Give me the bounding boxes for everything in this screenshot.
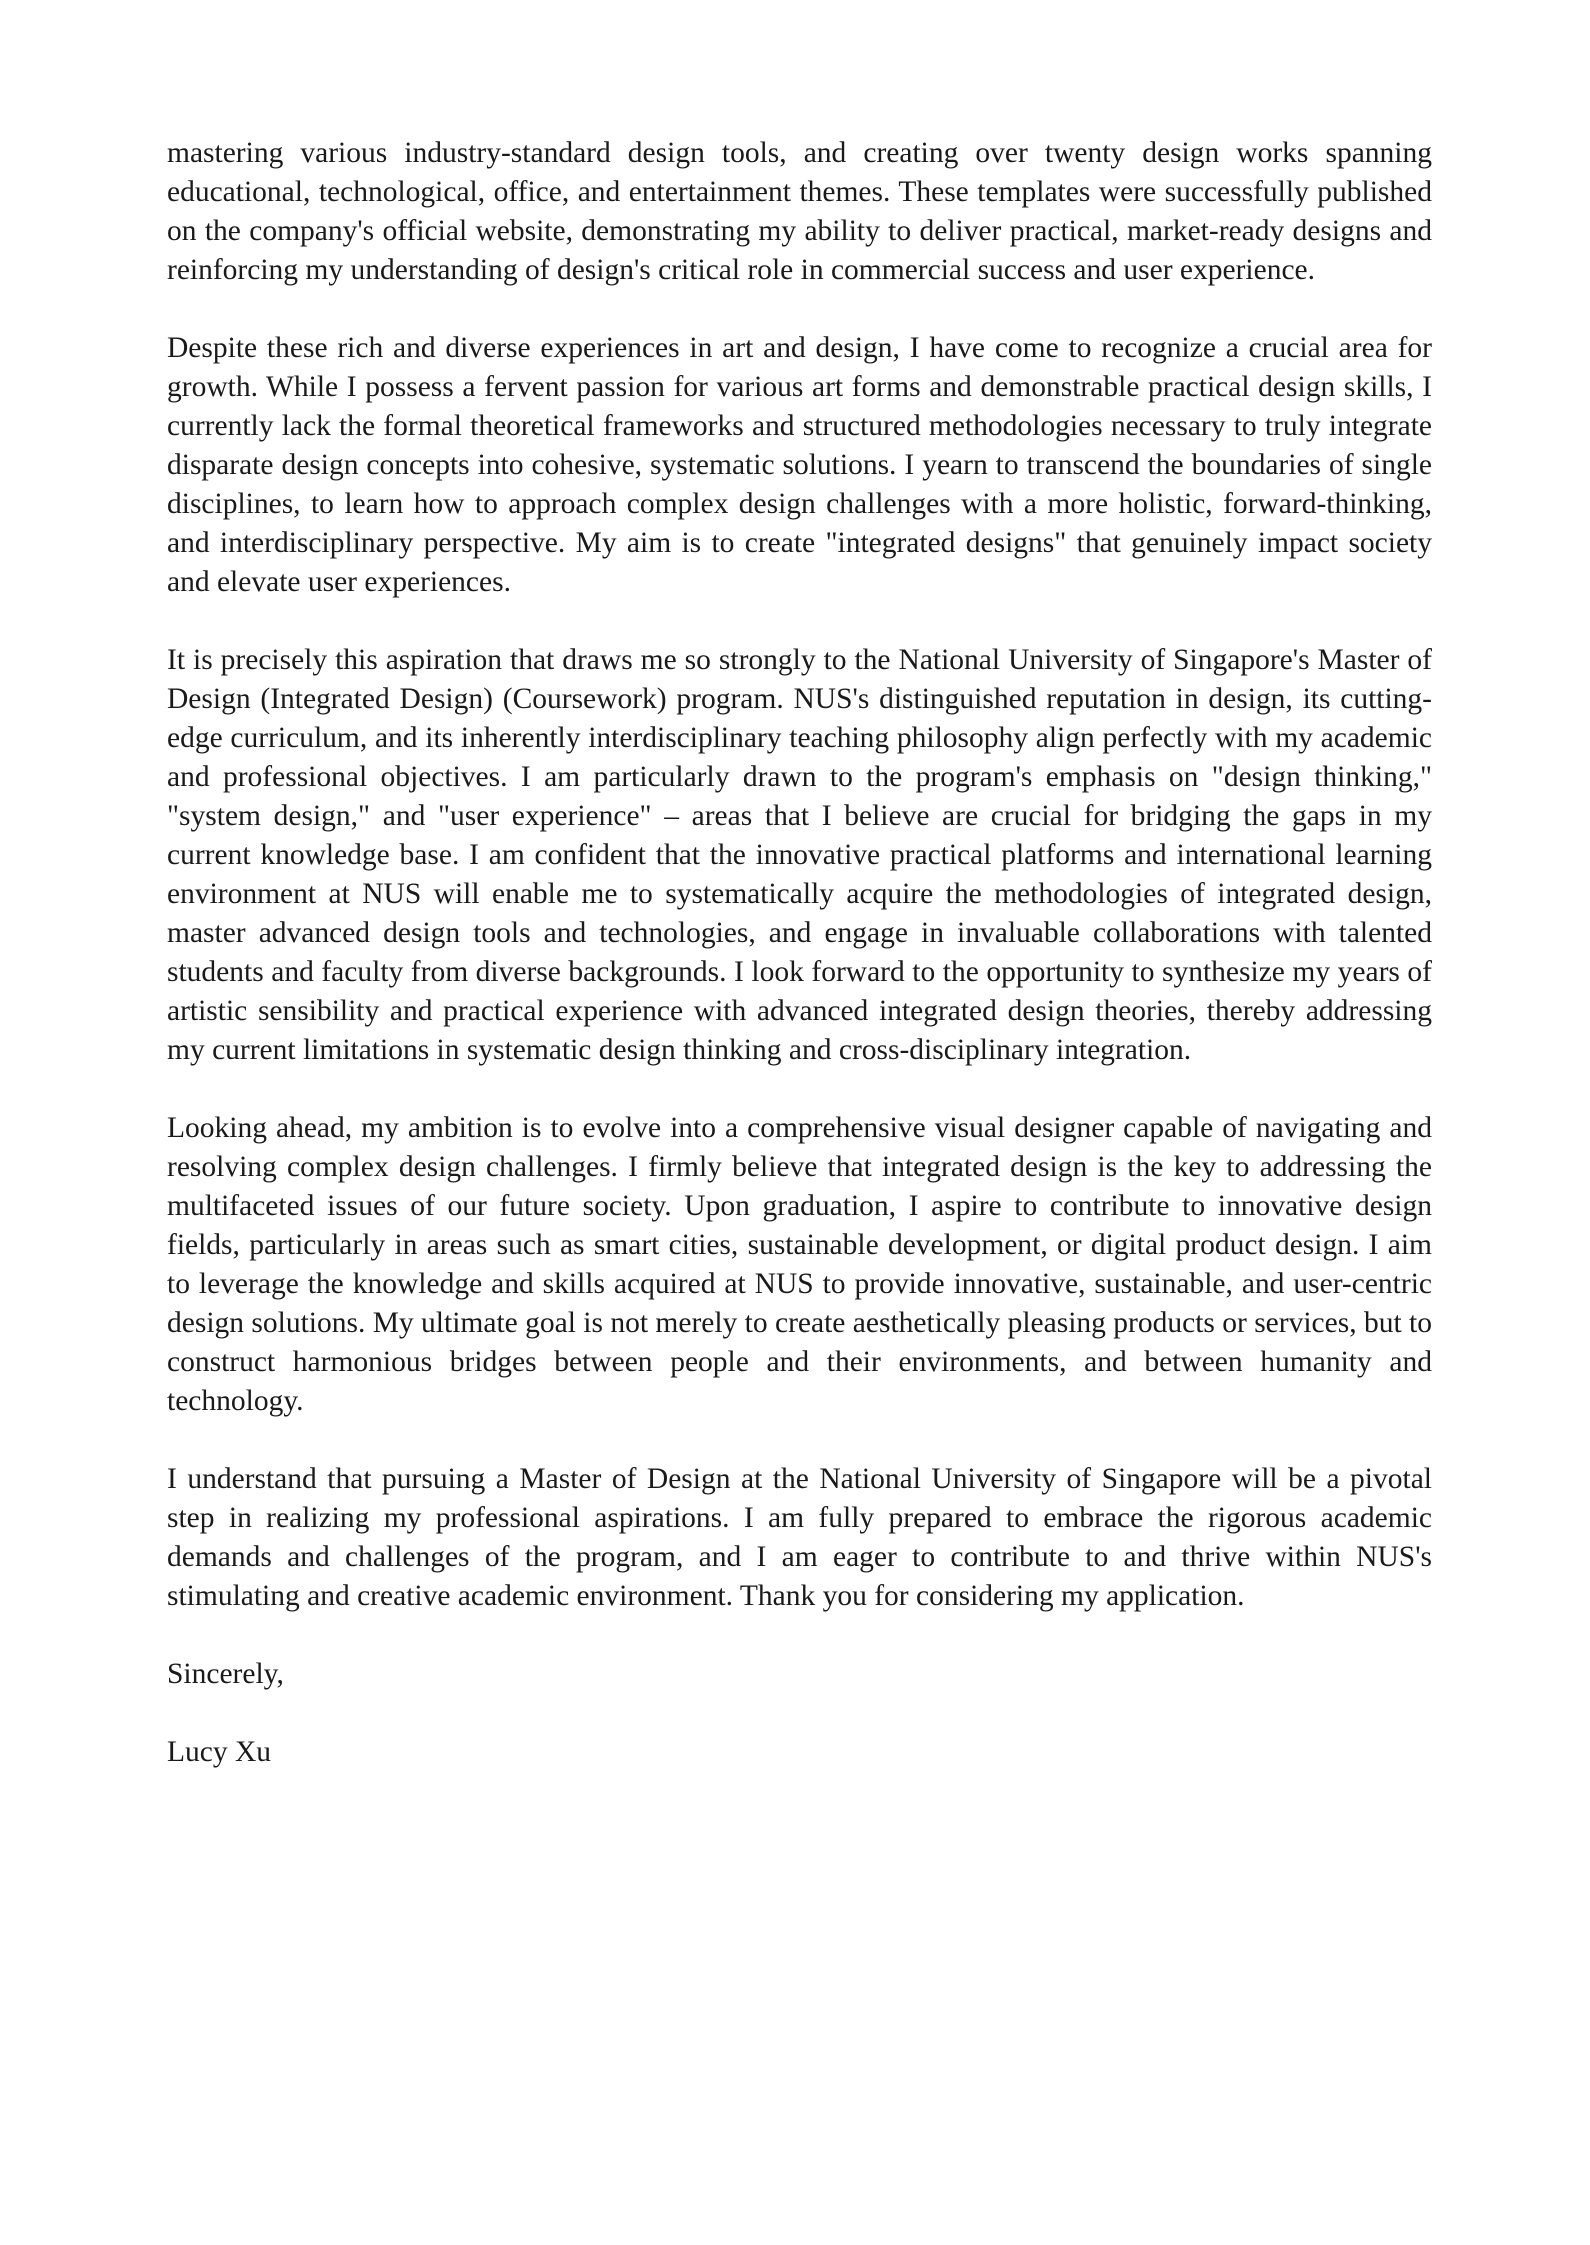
paragraph-conclusion: I understand that pursuing a Master of Design at the National University of Singapore will be a pivotal step in realizing my professional aspirations. I am fully prepared to embrace the rigorous academic demands and challenges of the program, and I am eager to contribute to and thrive within NUS's stimulating and creative academic environment. Thank you for considering my application. — [167, 1463, 1432, 1612]
paragraph-design-experience: mastering various industry-standard design tools, and creating over twenty design works spanning educational, technological, office, and entertainment themes. These templates were successfully published on the company's official website, demonstrating my ability to deliver practical, market-ready designs and reinforcing my understanding of design's critical role in commercial success and user experience. — [167, 137, 1432, 286]
paragraph-growth-area: Despite these rich and diverse experiences in art and design, I have come to recognize a crucial area for growth. While I possess a fervent passion for various art forms and demonstrable practical design skills, I currently lack the formal theoretical frameworks and structured methodologies necessary to truly integrate disparate design concepts into cohesive, systematic solutions. I yearn to transcend the boundaries of single disciplines, to learn how to approach complex design challenges with a more holistic, forward-thinking, and interdisciplinary perspective. My aim is to create "integrated designs" that genuinely impact society and elevate user experiences. — [167, 332, 1432, 598]
paragraph-program-motivation: It is precisely this aspiration that draws me so strongly to the National University of Singapore's Master of Design (Integrated Design) (Coursework) program. NUS's distinguished reputation in design, its cutting-edge curriculum, and its inherently interdisciplinary teaching philosophy align perfectly with my academic and professional objectives. I am particularly drawn to the program's emphasis on "design thinking," "system design," and "user experience" – areas that I believe are crucial for bridging the gaps in my current knowledge base. I am confident that the innovative practical platforms and international learning environment at NUS will enable me to systematically acquire the methodologies of integrated design, master advanced design tools and technologies, and engage in invaluable collaborations with talented students and faculty from diverse backgrounds. I look forward to the opportunity to synthesize my years of artistic sensibility and practical experience with advanced integrated design theories, thereby addressing my current limitations in systematic design thinking and cross-disciplinary integration. — [167, 644, 1432, 1066]
signature-name: Lucy Xu — [167, 1736, 272, 1768]
paragraph-career-goals: Looking ahead, my ambition is to evolve into a comprehensive visual designer capable of navigating and resolving complex design challenges. I firmly believe that integrated design is the key to addressing the multifaceted issues of our future society. Upon graduation, I aspire to contribute to innovative design fields, particularly in areas such as smart cities, sustainable development, or digital product design. I aim to leverage the knowledge and skills acquired at NUS to provide innovative, sustainable, and user-centric design solutions. My ultimate goal is not merely to create aesthetically pleasing products or services, but to construct harmonious bridges between people and their environments, and between humanity and technology. — [167, 1112, 1432, 1417]
letter-page — [167, 134, 1432, 1772]
closing-salutation: Sincerely, — [167, 1658, 284, 1690]
